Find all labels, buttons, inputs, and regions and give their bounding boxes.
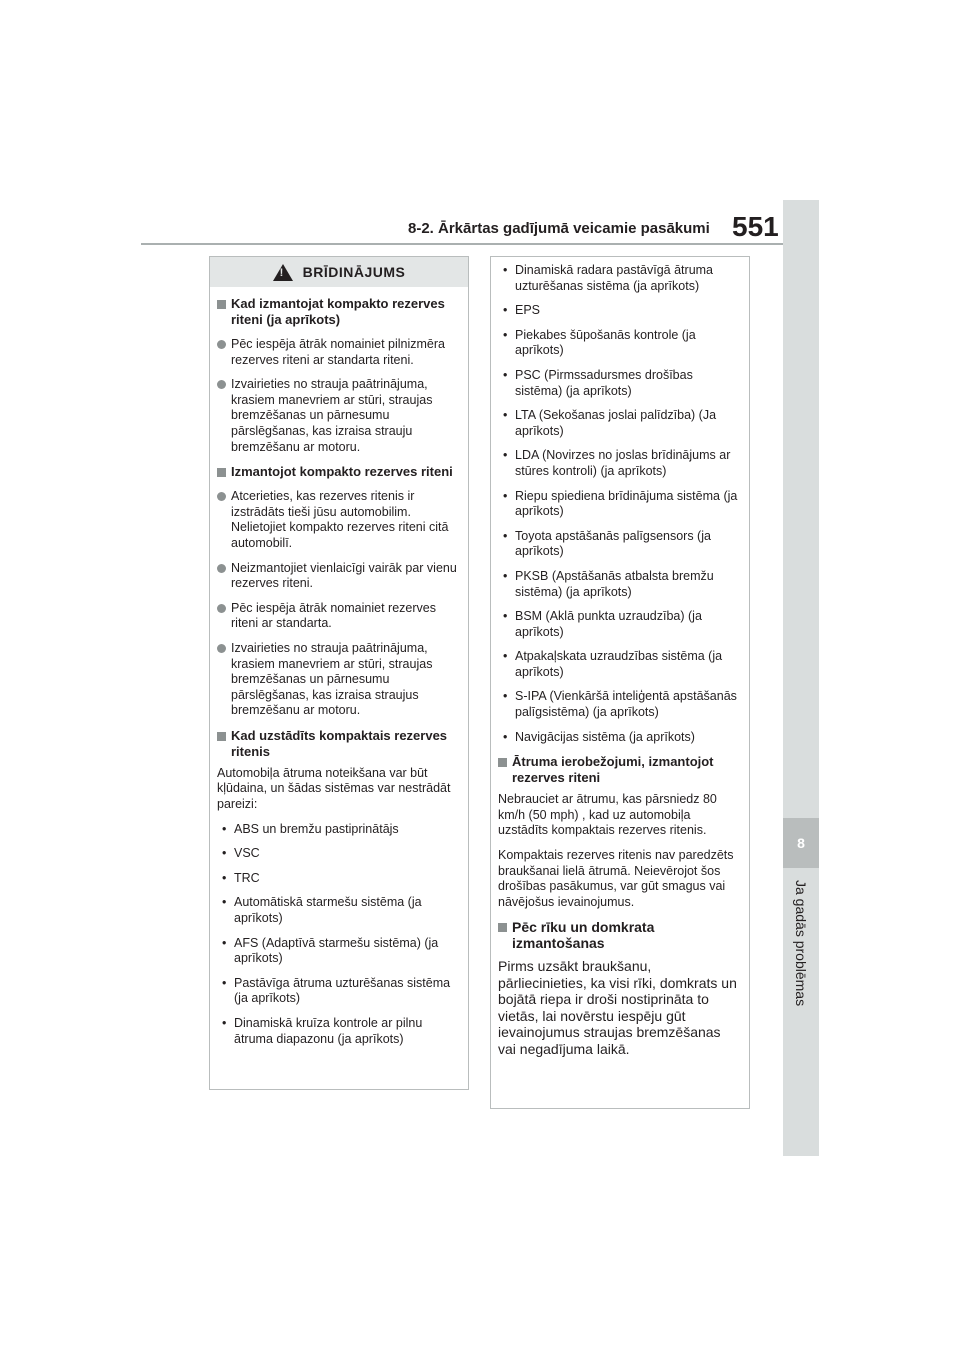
round-bullet-icon [217,492,226,501]
list-item: • Pastāvīga ātruma uzturēšanas sistēma (ja aprīkots) [222,975,451,1006]
section-heading: Ātruma ierobežojumi, izmantojot rezerves riteni [498,754,742,786]
square-bullet-icon [217,732,226,741]
list-item: • LTA (Sekošanas joslai palīdzība) (Ja aprīkots) [503,408,717,438]
list-item: • S-IPA (Vienkāršā inteliģentā apstāšanās palīgsistēma) (ja aprīkots) [503,689,737,720]
warning-triangle-icon [273,264,293,281]
list-item: • PSC (Pirmssadursmes drošības sistēma) (ja aprīkots) [503,367,693,398]
chapter-side-tab [783,200,819,1156]
square-bullet-icon [217,468,226,477]
list-item: • TRC [222,870,260,885]
warning-body-continued [491,257,749,1057]
round-bullet-icon [217,644,226,653]
round-bullet-icon [217,380,226,389]
section-heading: Izmantojot kompakto rezerves riteni [217,464,461,480]
list-item: • VSC [222,846,260,861]
chapter-number: 8 [783,818,819,868]
list-item: • Dinamiskā kruīza kontrole ar pilnu ātruma diapazonu (ja aprīkots) [222,1016,423,1046]
list-item: • Riepu spiediena brīdinājuma sistēma (ja aprīkots) [503,488,738,519]
section-heading: Kad izmantojat kompakto rezerves riteni (ja aprīkots) [217,296,461,328]
warning-box [209,256,469,1090]
warning-title: BRĪDINĀJUMS [302,264,406,280]
section-heading: Kad uzstādīts kompaktais rezerves ritenis [217,728,461,760]
warning-box-continued [490,256,750,1109]
list-item: • LDA (Novirzes no joslas brīdinājums ar stūres kontroli) (ja aprīkots) [503,448,731,478]
header-rule [141,243,783,245]
paragraph: Kompaktais rezerves ritenis nav paredzēts braukšanai lielā ātrumā. Neievērojot šos drošības pasākumus, var gūt smagus vai nāvējošus ievainojumus. [498,848,734,909]
paragraph: Nebrauciet ar ātrumu, kas pārsniedz 80 km/h (50 mph) , kad uz automobiļa uzstādīts kompaktais rezerves ritenis. [498,792,717,838]
square-bullet-icon [498,758,507,767]
list-item: • PKSB (Apstāšanās atbalsta bremžu sistēma) (ja aprīkots) [503,568,714,599]
warning-header [210,257,468,287]
list-item: • EPS [503,303,541,318]
list-item: • AFS (Adaptīvā starmešu sistēma) (ja aprīkots) [222,935,439,966]
paragraph: Pirms uzsākt braukšanu, pārliecinieties, ka visi rīki, domkrats un bojātā riepa ir droši nostiprināta to vietās, lai novērstu iespēju gūt ievainojumus straujas bremzēšanas vai negadījuma laikā. [498,958,737,1057]
list-item: Neizmantojiet vienlaicīgi vairāk par vienu rezerves riteni. [217,561,461,592]
round-bullet-icon [217,564,226,573]
round-bullet-icon [217,340,226,349]
page-number: 551 [732,211,779,242]
square-bullet-icon [498,923,507,932]
list-item: Izvairieties no strauja paātrinājuma, krasiem manevriem ar stūri, straujas bremzēšanas un pārnesumu pārslēgšanas, kas izraisa strauju bremzēšanu ar motoru. [217,377,461,455]
list-item: • ABS un bremžu pastiprinātājs [222,821,399,836]
list-item: • Piekabes šūpošanās kontrole (ja aprīkots) [503,327,696,358]
list-item: • Automātiskā starmešu sistēma (ja aprīkots) [222,895,422,926]
square-bullet-icon [217,300,226,309]
section-header-title: 8-2. Ārkārtas gadījumā veicamie pasākumi [408,220,710,237]
list-item: Atcerieties, kas rezerves ritenis ir izstrādāts tieši jūsu automobilim. Nelietojiet kompakto rezerves riteni citā automobilī. [217,489,461,551]
list-item: Pēc iespēja ātrāk nomainiet pilnizmēra rezerves riteni ar standarta riteni. [217,337,461,368]
chapter-title: Ja gadās problēmas [793,880,809,1007]
paragraph: Automobiļa ātruma noteikšana var būt kļūdaina, un šādas sistēmas var nestrādāt pareizi: [217,765,451,812]
round-bullet-icon [217,604,226,613]
list-item: Pēc iespēja ātrāk nomainiet rezerves riteni ar standarta. [217,601,461,632]
list-item: • Dinamiskā radara pastāvīgā ātruma uzturēšanas sistēma (ja aprīkots) [503,263,714,293]
warning-body [210,287,468,1047]
list-item: • Navigācijas sistēma (ja aprīkots) [503,729,695,744]
list-item: • Atpakaļskata uzraudzības sistēma (ja aprīkots) [503,649,723,679]
list-item: • BSM (Aklā punkta uzraudzība) (ja aprīkots) [503,609,702,639]
list-item: • Toyota apstāšanās palīgsensors (ja aprīkots) [503,528,711,559]
list-item: Izvairieties no strauja paātrinājuma, krasiem manevriem ar stūri, straujas bremzēšanas un pārnesumu pārslēgšanas, kas izraisa straujus bremzēšanu ar motoru. [217,641,461,719]
section-heading: Pēc rīku un domkrata izmantošanas [498,919,742,951]
